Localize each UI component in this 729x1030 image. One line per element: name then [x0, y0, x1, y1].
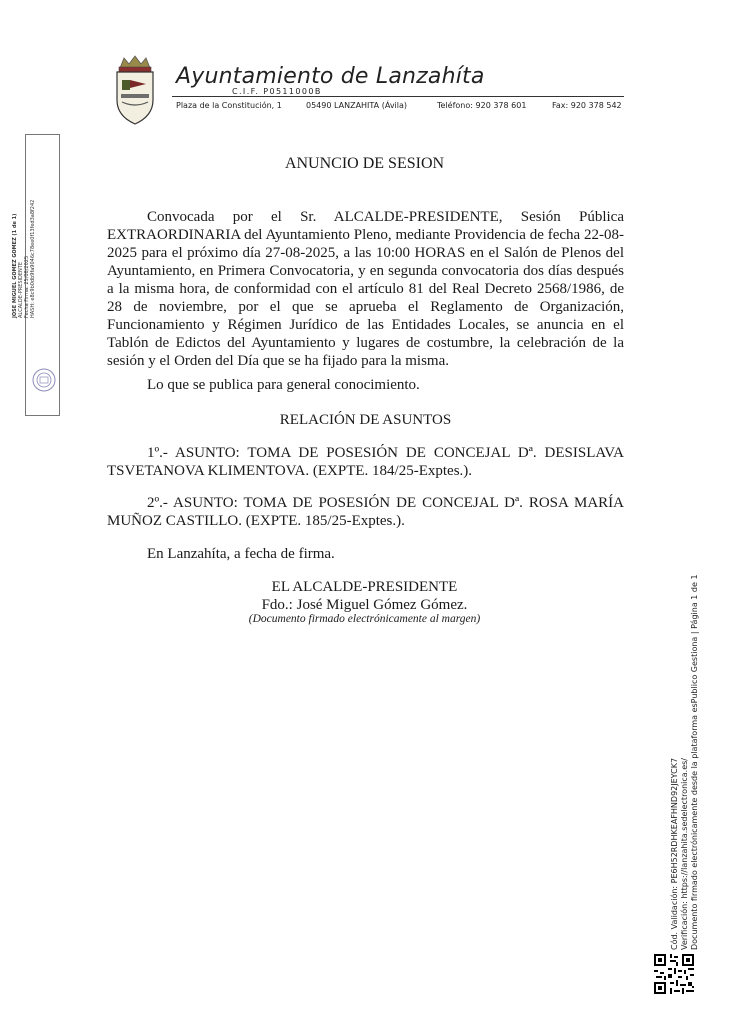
place-date: En Lanzahíta, a fecha de firma. — [147, 546, 335, 562]
town-name: Ayuntamiento de Lanzahíta — [176, 64, 485, 89]
verification-url[interactable]: Verificación: https://lanzahita.sedelectronica.es/ — [680, 758, 689, 950]
header-rule — [172, 96, 624, 97]
signature-hash: HASH: e8c9b0db9fa9046c78ee0f13fed3a8f242 — [30, 199, 36, 318]
publication-notice: Lo que se publica para general conocimiento. — [147, 377, 420, 393]
validation-code: Cód. Validación: PE6H52RDHKEAFHND92JEYCK7 — [670, 757, 679, 950]
signature-details — [12, 118, 36, 318]
signature-date: Fecha Firma: 25/08/2025 — [24, 255, 30, 318]
signer-role: ALCALDE-PRESIDENTE — [18, 262, 24, 318]
fax: Fax: 920 378 542 — [552, 101, 622, 110]
qr-code-icon — [652, 952, 696, 996]
agenda-item-1: 1º.- ASUNTO: TOMA DE POSESIÓN DE CONCEJAL Dª. DESISLAVA TSVETANOVA KLIMENTOVA. (EXPTE. 184/25-Exptes.). — [107, 445, 624, 479]
coat-of-arms-logo — [110, 50, 160, 130]
tax-id: C.I.F. P0511000B — [232, 87, 322, 96]
platform-note: Documento firmado electrónicamente desde la plataforma esPublico Gestiona | Página 1 de 1 — [690, 574, 699, 950]
agenda-heading: RELACIÓN DE ASUNTOS — [279, 412, 452, 428]
seal-icon — [31, 367, 57, 393]
address: Plaza de la Constitución, 1 — [176, 101, 282, 110]
signer-title: EL ALCALDE-PRESIDENTE — [271, 579, 458, 595]
document-title: ANUNCIO DE SESION — [284, 155, 445, 172]
postal-address: 05490 LANZAHITA (Ávila) — [306, 101, 408, 110]
agenda-item-2: 2º.- ASUNTO: TOMA DE POSESIÓN DE CONCEJAL Dª. ROSA MARÍA MUÑOZ CASTILLO. (EXPTE. 185/25-Exptes.). — [107, 495, 624, 529]
signer-name: Fdo.: José Miguel Gómez Gómez. — [261, 597, 468, 613]
signature-note: (Documento firmado electrónicamente al margen) — [248, 613, 481, 625]
phone: Teléfono: 920 378 601 — [437, 101, 527, 110]
signer: JOSE MIGUEL GOMEZ GOMEZ (1 de 1) — [12, 213, 18, 318]
verification-strip — [670, 574, 700, 950]
intro-paragraph: Convocada por el Sr. ALCALDE-PRESIDENTE, Sesión Pública EXTRAORDINARIA del Ayuntamiento Pleno, mediante Providencia de fecha 22-08-2025 para el próximo día 27-08-2025, a las 10:00 HORAS en el Salón de Plenos del Ayuntamiento, en Primera Convocatoria, y en segunda convocatoria dos días después a la misma hora, de conformidad con el artículo 81 del Real Decreto 2568/1986, de 28 de noviembre, por el que se aprueba el Reglamento de Organización, Funcionamiento y Régimen Jurídico de las Entidades Locales, se anuncia en el Tablón de Edictos del Ayuntamiento y lugares de costumbre, la celebración de la sesión y el Orden del Día que se ha fijado para la misma. — [107, 209, 624, 369]
